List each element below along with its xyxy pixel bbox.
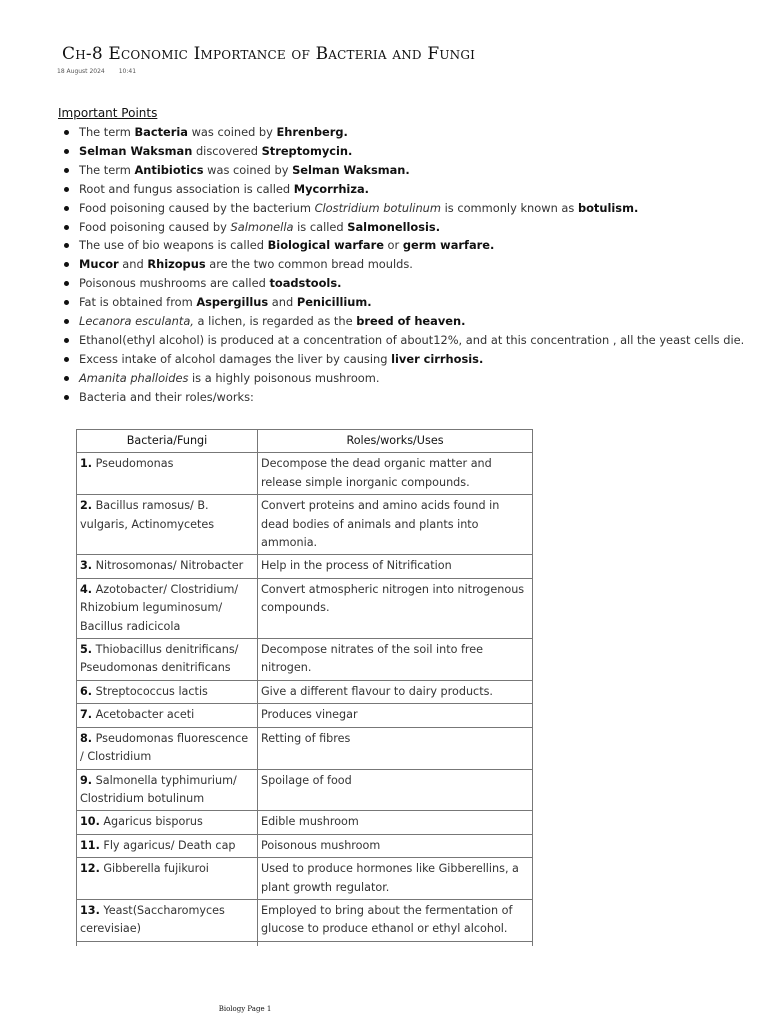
row-number: 2. xyxy=(80,499,93,513)
point-text: is a highly poisonous mushroom. xyxy=(188,370,380,385)
table-row xyxy=(77,834,533,857)
role-cell: Produces vinegar xyxy=(258,704,533,727)
organism-name: Gibberella fujikuroi xyxy=(103,862,209,876)
point-text: is called xyxy=(293,219,348,234)
role-cell: Spoilage of food xyxy=(258,769,533,811)
point-item xyxy=(62,161,766,180)
organism-cell xyxy=(77,578,258,638)
organism-cell xyxy=(77,555,258,578)
point-text: Ethanol(ethyl alcohol) is produced at a concentration of about12%, and at this concentration , all the yeast cells die. xyxy=(79,332,745,347)
table-row xyxy=(77,578,533,638)
point-scientific-name: Lecanora esculanta, xyxy=(79,314,194,329)
organism-name: Pseudomonas xyxy=(95,457,174,471)
point-item xyxy=(62,312,766,331)
page-date: 18 August 2024 xyxy=(57,68,105,75)
role-cell: Used to produce hormones like Gibberellins, a plant growth regulator. xyxy=(258,858,533,900)
row-number: 10. xyxy=(80,815,100,829)
point-keyword: Salmonellosis. xyxy=(347,219,441,234)
point-item xyxy=(62,350,766,369)
point-text: Bacteria and their roles/works: xyxy=(79,389,254,404)
point-keyword: breed of heaven. xyxy=(356,314,466,329)
point-item xyxy=(62,123,766,142)
point-keyword: Biological warfare xyxy=(267,238,384,253)
table-row xyxy=(77,639,533,681)
table-body xyxy=(77,453,533,946)
role-cell: Retting of fibres xyxy=(258,727,533,769)
row-number: 11. xyxy=(80,838,100,852)
table-row xyxy=(77,727,533,769)
organism-name: Yeast(Saccharomyces cerevisiae) xyxy=(80,903,225,936)
continuation-cell xyxy=(258,941,533,946)
organism-cell xyxy=(77,769,258,811)
table-row xyxy=(77,858,533,900)
column-header-roles: Roles/works/Uses xyxy=(258,430,533,453)
point-keyword: liver cirrhosis. xyxy=(391,351,484,366)
row-number: 1. xyxy=(80,457,93,471)
row-number: 13. xyxy=(80,903,100,917)
point-keyword: Rhizopus xyxy=(147,257,206,272)
organism-name: Azotobacter/ Clostridium/ Rhizobium leguminosum/ Bacillus radicicola xyxy=(80,582,239,633)
role-cell: Decompose the dead organic matter and release simple inorganic compounds. xyxy=(258,453,533,495)
page-timestamp xyxy=(57,68,136,75)
point-text: Excess intake of alcohol damages the liver by causing xyxy=(79,351,392,366)
point-keyword: Selman Waksman xyxy=(79,143,193,158)
point-keyword: Aspergillus xyxy=(196,295,269,310)
organism-cell xyxy=(77,704,258,727)
page-time: 10:41 xyxy=(118,68,137,75)
point-text: Poisonous mushrooms are called xyxy=(79,276,270,291)
table-row xyxy=(77,704,533,727)
point-keyword: germ warfare. xyxy=(402,238,495,253)
role-cell: Employed to bring about the fermentation of glucose to produce ethanol or ethyl alcohol. xyxy=(258,899,533,941)
point-scientific-name: Salmonella xyxy=(230,219,294,234)
point-text: The term xyxy=(79,125,135,139)
point-keyword: Streptomycin. xyxy=(261,143,353,158)
point-keyword: Antibiotics xyxy=(134,162,204,177)
point-item xyxy=(62,293,766,312)
role-cell: Edible mushroom xyxy=(258,811,533,834)
point-text: is commonly known as xyxy=(440,200,578,215)
point-text: Root and fungus association is called xyxy=(79,181,294,196)
important-points-list xyxy=(62,123,766,407)
organism-cell xyxy=(77,453,258,495)
point-keyword: Mycorrhiza. xyxy=(293,181,369,196)
point-keyword: Penicillium. xyxy=(296,295,372,310)
point-text: was coined by xyxy=(187,125,277,139)
point-text: a lichen, is regarded as the xyxy=(193,314,357,329)
role-cell: Poisonous mushroom xyxy=(258,834,533,857)
row-number: 6. xyxy=(80,684,93,698)
role-cell: Convert proteins and amino acids found in dead bodies of animals and plants into ammonia. xyxy=(258,495,533,555)
row-number: 4. xyxy=(80,582,93,596)
table-row xyxy=(77,899,533,941)
point-item xyxy=(62,142,766,161)
point-item xyxy=(62,369,766,388)
point-text: was coined by xyxy=(203,162,293,177)
table-row xyxy=(77,453,533,495)
table-row xyxy=(77,555,533,578)
point-keyword: Mucor xyxy=(79,257,119,272)
organism-name: Thiobacillus denitrificans/ Pseudomonas denitrificans xyxy=(80,643,239,675)
role-cell: Help in the process of Nitrification xyxy=(258,555,533,578)
section-heading: Important Points xyxy=(58,106,158,120)
organism-cell xyxy=(77,811,258,834)
table-header-row xyxy=(77,430,533,453)
organism-name: Fly agaricus/ Death cap xyxy=(103,838,236,852)
point-scientific-name: Amanita phalloides xyxy=(79,370,189,385)
point-item xyxy=(62,331,766,350)
continuation-cell xyxy=(77,941,258,946)
point-keyword: Ehrenberg. xyxy=(276,125,348,139)
point-text: The use of bio weapons is called xyxy=(79,238,268,253)
row-number: 12. xyxy=(80,862,100,876)
organism-name: Acetobacter aceti xyxy=(95,708,195,722)
point-item xyxy=(62,274,766,293)
organism-cell xyxy=(77,639,258,681)
table-row xyxy=(77,680,533,703)
organism-cell xyxy=(77,858,258,900)
point-item xyxy=(62,199,766,218)
point-text: Food poisoning caused by the bacterium xyxy=(79,200,315,215)
role-cell: Give a different flavour to dairy products. xyxy=(258,680,533,703)
table-row xyxy=(77,811,533,834)
point-text: Food poisoning caused by xyxy=(79,219,231,234)
point-keyword: botulism. xyxy=(577,200,639,215)
table-row xyxy=(77,495,533,555)
point-keyword: Selman Waksman. xyxy=(292,162,410,177)
organism-cell xyxy=(77,899,258,941)
organism-cell xyxy=(77,727,258,769)
page-footer: Biology Page 1 xyxy=(218,1005,272,1013)
organism-name: Salmonella typhimurium/ Clostridium botulinum xyxy=(80,773,237,805)
organism-cell xyxy=(77,834,258,857)
bacteria-roles-table xyxy=(76,429,533,946)
point-item xyxy=(62,236,766,255)
point-item xyxy=(62,255,766,274)
role-cell: Convert atmospheric nitrogen into nitrogenous compounds. xyxy=(258,578,533,638)
row-number: 9. xyxy=(80,773,93,787)
organism-cell xyxy=(77,495,258,555)
organism-name: Nitrosomonas/ Nitrobacter xyxy=(95,559,244,573)
point-text: and xyxy=(268,295,297,310)
row-number: 3. xyxy=(80,559,93,573)
page-title: Ch-8 Economic Importance of Bacteria and Fungi xyxy=(62,44,476,64)
point-item xyxy=(62,218,766,237)
organism-cell xyxy=(77,680,258,703)
table-row xyxy=(77,769,533,811)
row-number: 7. xyxy=(80,708,93,722)
point-text: The term xyxy=(79,162,135,177)
point-text: and xyxy=(118,257,148,272)
column-header-organism: Bacteria/Fungi xyxy=(77,430,258,453)
point-item xyxy=(62,180,766,199)
point-text: discovered xyxy=(192,143,262,158)
point-keyword: toadstools. xyxy=(269,276,342,291)
point-text: or xyxy=(383,238,403,253)
point-text: Fat is obtained from xyxy=(79,295,197,310)
point-keyword: Bacteria xyxy=(134,125,188,139)
role-cell: Decompose nitrates of the soil into free nitrogen. xyxy=(258,639,533,681)
point-text: are the two common bread moulds. xyxy=(205,257,413,272)
organism-name: Agaricus bisporus xyxy=(103,815,203,829)
point-scientific-name: Clostridium botulinum xyxy=(314,200,441,215)
organism-name: Bacillus ramosus/ B. vulgaris, Actinomycetes xyxy=(80,499,215,531)
row-number: 5. xyxy=(80,643,93,657)
organism-name: Pseudomonas fluorescence / Clostridium xyxy=(80,731,249,764)
table-continuation-row xyxy=(77,941,533,946)
point-item xyxy=(62,388,766,407)
organism-name: Streptococcus lactis xyxy=(95,684,208,698)
row-number: 8. xyxy=(80,731,93,745)
